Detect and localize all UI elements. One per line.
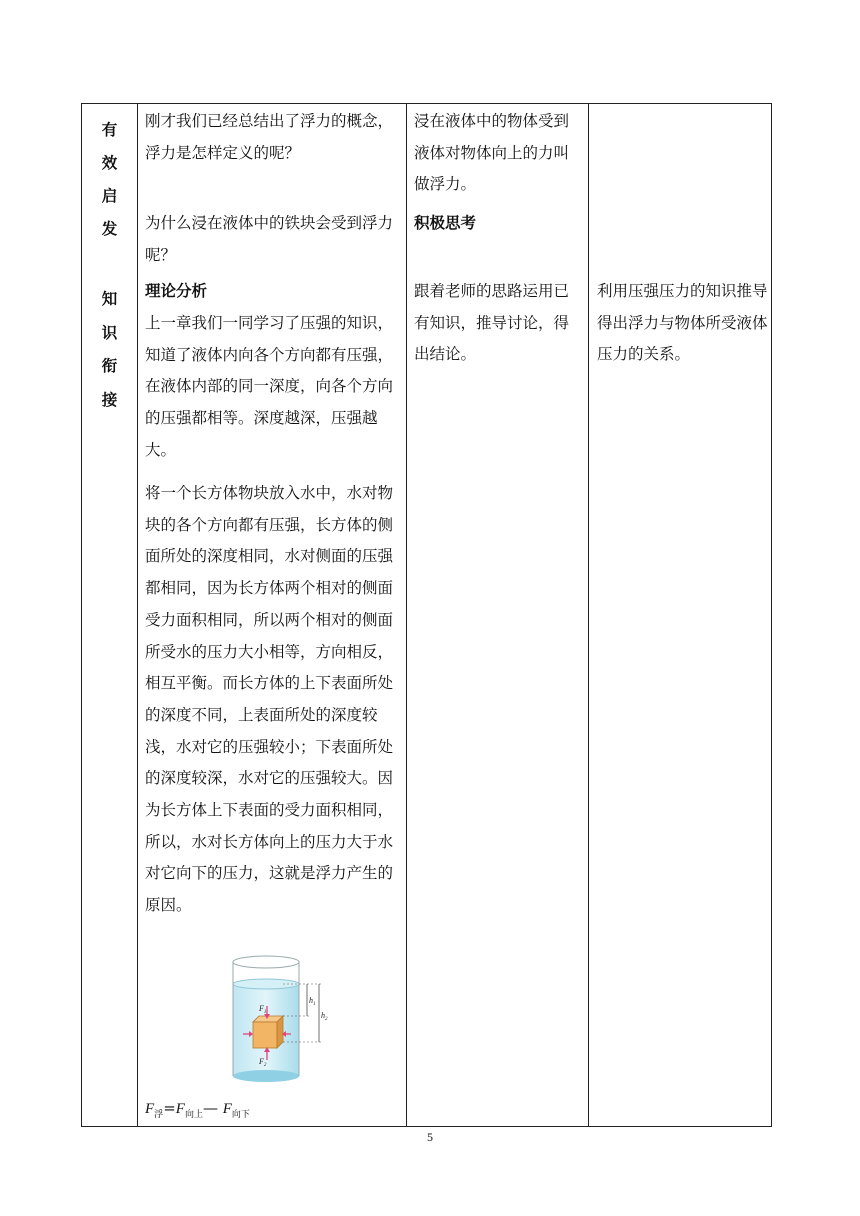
svg-text:h1 <box>309 996 316 1007</box>
formula-f: F <box>175 1101 185 1117</box>
design-intent-text: 利用压强压力的知识推导得出浮力与物体所受液体压力的关系。 <box>597 282 768 364</box>
cuboid-in-water-figure <box>231 954 341 1089</box>
force-f1-label: F <box>259 1004 264 1013</box>
formula-sub-up: 向上 <box>184 1110 203 1120</box>
lesson-table <box>81 103 772 1127</box>
formula-f: F <box>145 1101 155 1117</box>
formula-minus: — <box>202 1099 223 1117</box>
depth-h2-sub: 2 <box>325 1017 328 1022</box>
buoyancy-formula <box>145 1099 250 1120</box>
formula-sub-buoy: 浮 <box>154 1110 164 1120</box>
column-divider <box>406 104 407 1126</box>
page-number: 5 <box>427 1130 433 1144</box>
force-f2-label: F <box>259 1057 264 1066</box>
stage-char: 识 <box>101 324 118 342</box>
stage-char: 衔 <box>101 357 118 375</box>
formula-equals: = <box>163 1099 176 1117</box>
pressure-review-paragraph: 上一章我们一同学习了压强的知识，知道了液体内向各个方向都有压强，在液体内部的同一深度，向各个方向的压强都相等。深度越深，压强越大。 <box>145 314 394 459</box>
active-thinking-heading: 积极思考 <box>414 214 477 232</box>
stage-char: 发 <box>101 220 118 238</box>
stage-char: 有 <box>101 121 118 139</box>
svg-text:h2 <box>321 1011 328 1022</box>
force-f2-sub: 2 <box>263 1063 267 1068</box>
depth-h2-label: h <box>321 1011 325 1020</box>
depth-h1-label: h <box>309 996 313 1005</box>
cuboid-analysis-paragraph: 将一个长方体物块放入水中，水对物块的各个方向都有压强，长方体的侧面所处的深度相同，水对侧面的压强都相同，因为长方体两个相对的侧面受力面积相同，所以两个相对的侧面所受水的压力大小相等，方向相反，相互平衡。而长方体的上下表面所处的深度不同，上表面所处的深度较浅，水对它的压强较小；下表面所处的深度较深，水对它的压强较大。因为长方体上下表面的受力面积相同，所以，水对长方体向上的压力大于水对它向下的压力，这就是浮力产生的原因。 <box>145 484 394 915</box>
theory-analysis-heading: 理论分析 <box>145 282 208 300</box>
stage-char: 知 <box>101 290 118 308</box>
column-divider <box>588 104 589 1126</box>
column-divider <box>137 104 138 1126</box>
student-derivation-text: 跟着老师的思路运用已有知识，推导讨论，得出结论。 <box>414 282 570 364</box>
formula-sub-down: 向下 <box>231 1110 250 1120</box>
stage-char: 启 <box>101 187 118 205</box>
stage-char: 接 <box>101 391 118 409</box>
depth-h1-sub: 1 <box>313 1002 316 1007</box>
question-buoyancy-definition: 刚才我们已经总结出了浮力的概念，浮力是怎样定义的呢？ <box>145 112 394 162</box>
question-buoyancy-cause: 为什么浸在液体中的铁块会受到浮力呢？ <box>145 214 394 264</box>
force-f1-sub: 1 <box>263 1010 267 1015</box>
formula-f: F <box>222 1101 232 1117</box>
stage-char: 效 <box>101 154 118 172</box>
buoyancy-definition-answer: 浸在液体中的物体受到液体对物体向上的力叫做浮力。 <box>414 112 570 194</box>
